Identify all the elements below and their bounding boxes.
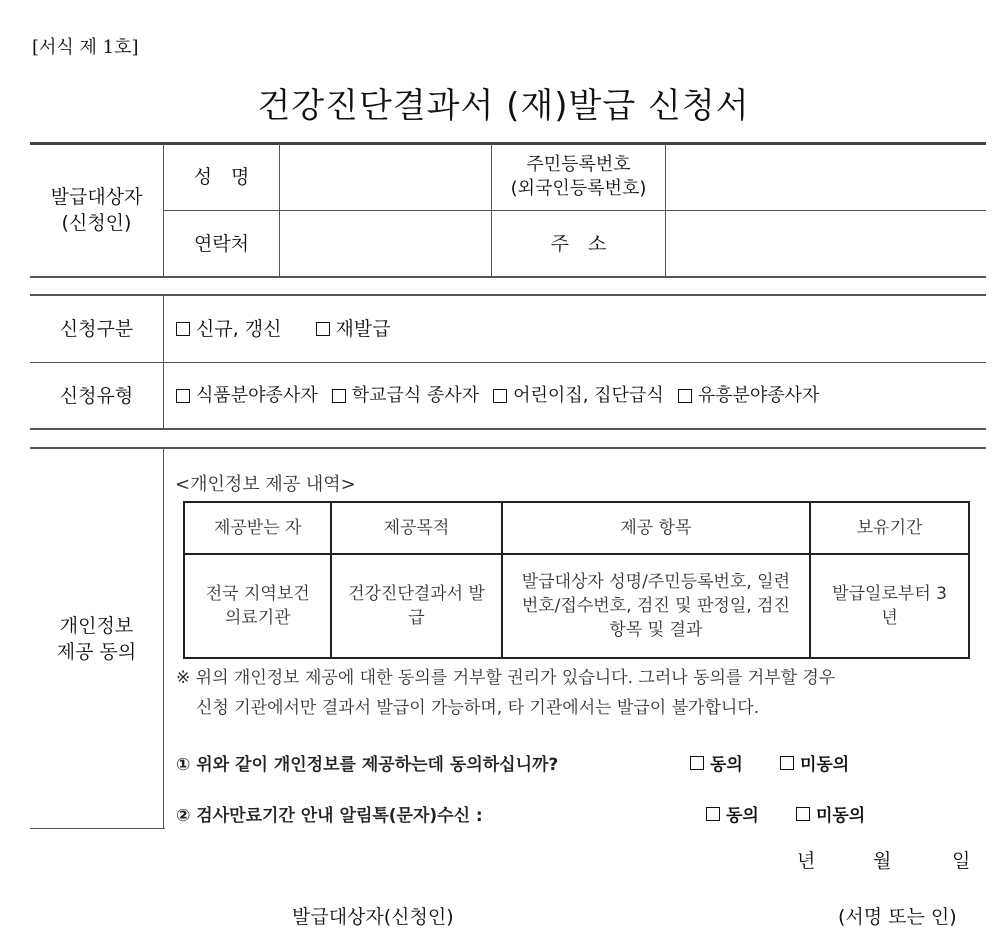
table-header: 제공목적	[331, 502, 501, 554]
checkbox-icon	[780, 756, 794, 770]
day-label: 일	[952, 850, 971, 872]
request-category-label: 신청유형	[59, 384, 134, 407]
table-header: 제공받는 자	[184, 502, 331, 554]
consent-note-line2: 신청 기관에서만 결과서 발급이 가능하며, 타 기관에서는 발급이 불가합니다.	[196, 698, 760, 718]
month-label: 월	[873, 850, 892, 872]
year-label: 년	[797, 850, 816, 872]
form-number: [서식 제 1호]	[32, 37, 139, 58]
resident-number-label: 주민등록번호 (외국인등록번호)	[510, 154, 647, 199]
checkbox-school-meal[interactable]	[332, 383, 479, 409]
table-cell: 발급대상자 성명/주민등록번호, 일련 번호/접수번호, 검진 및 판정일, 검진 항목 및 결과	[502, 554, 811, 658]
divider	[30, 276, 986, 278]
table-cell: 전국 지역보건 의료기관	[184, 554, 331, 658]
checkbox-icon	[706, 807, 720, 821]
address-field[interactable]	[666, 211, 986, 276]
divider	[30, 447, 986, 449]
divider	[163, 449, 164, 828]
signer-label: 발급대상자(신청인)	[292, 906, 454, 928]
info-provision-table	[183, 501, 970, 659]
q1-disagree-checkbox[interactable]	[780, 750, 849, 775]
applicant-section-label: 발급대상자 (신청인)	[50, 186, 143, 234]
q2-agree-checkbox[interactable]	[706, 801, 759, 826]
option-label: 유흥분야종사자	[697, 384, 820, 406]
checkbox-food-worker[interactable]	[176, 383, 318, 409]
option-label: 미동의	[799, 755, 850, 775]
checkbox-reissue[interactable]	[316, 316, 391, 342]
option-label: 신규, 갱신	[196, 318, 282, 340]
option-label: 재발급	[335, 318, 391, 340]
name-field[interactable]	[280, 144, 491, 210]
signature-field[interactable]: (서명 또는 인)	[838, 906, 957, 928]
q1-options	[690, 750, 849, 775]
resident-number-field[interactable]	[666, 144, 986, 210]
request-category-options	[176, 363, 986, 428]
option-label: 어린이집, 집단급식	[513, 384, 664, 406]
checkbox-new-renew[interactable]	[176, 316, 282, 342]
checkbox-icon	[678, 389, 692, 403]
table-header: 제공 항목	[502, 502, 811, 554]
checkbox-icon	[316, 322, 330, 336]
consent-section-label: 개인정보 제공 동의	[56, 614, 137, 663]
q2-disagree-checkbox[interactable]	[796, 801, 865, 826]
checkbox-icon	[176, 322, 190, 336]
checkbox-icon	[493, 389, 507, 403]
checkbox-icon	[690, 756, 704, 770]
request-type-options	[176, 296, 976, 362]
contact-field[interactable]	[280, 211, 491, 276]
q2-options	[706, 801, 865, 826]
consent-question-2: ② 검사만료기간 안내 알림톡(문자)수신 :	[176, 806, 483, 826]
consent-note-line1: ※ 위의 개인정보 제공에 대한 동의를 거부할 권리가 있습니다. 그러나 동의를 거부할 경우	[176, 668, 836, 688]
checkbox-icon	[332, 389, 346, 403]
checkbox-entertainment[interactable]	[678, 383, 820, 409]
name-label: 성 명	[193, 166, 250, 188]
address-label: 주 소	[550, 232, 607, 255]
table-row	[184, 554, 969, 658]
divider	[163, 296, 164, 429]
consent-heading: <개인정보 제공 내역>	[175, 474, 356, 495]
table-cell: 발급일로부터 3 년	[810, 554, 969, 658]
contact-label: 연락처	[193, 232, 250, 255]
table-header-row	[184, 502, 969, 554]
checkbox-icon	[796, 807, 810, 821]
q1-agree-checkbox[interactable]	[690, 750, 743, 775]
request-type-label: 신청구분	[59, 318, 134, 340]
page-title: 건강진단결과서 (재)발급 신청서	[257, 86, 750, 126]
checkbox-daycare[interactable]	[493, 383, 664, 409]
checkbox-icon	[176, 389, 190, 403]
option-label: 미동의	[815, 806, 866, 826]
divider	[30, 428, 986, 430]
option-label: 동의	[726, 806, 759, 826]
option-label: 학교급식 종사자	[351, 384, 480, 406]
table-header: 보유기간	[810, 502, 969, 554]
consent-question-1: ① 위와 같이 개인정보를 제공하는데 동의하십니까?	[176, 755, 559, 775]
option-label: 동의	[710, 755, 743, 775]
table-cell: 건강진단결과서 발 급	[331, 554, 501, 658]
option-label: 식품분야종사자	[196, 384, 318, 406]
divider	[30, 828, 165, 829]
